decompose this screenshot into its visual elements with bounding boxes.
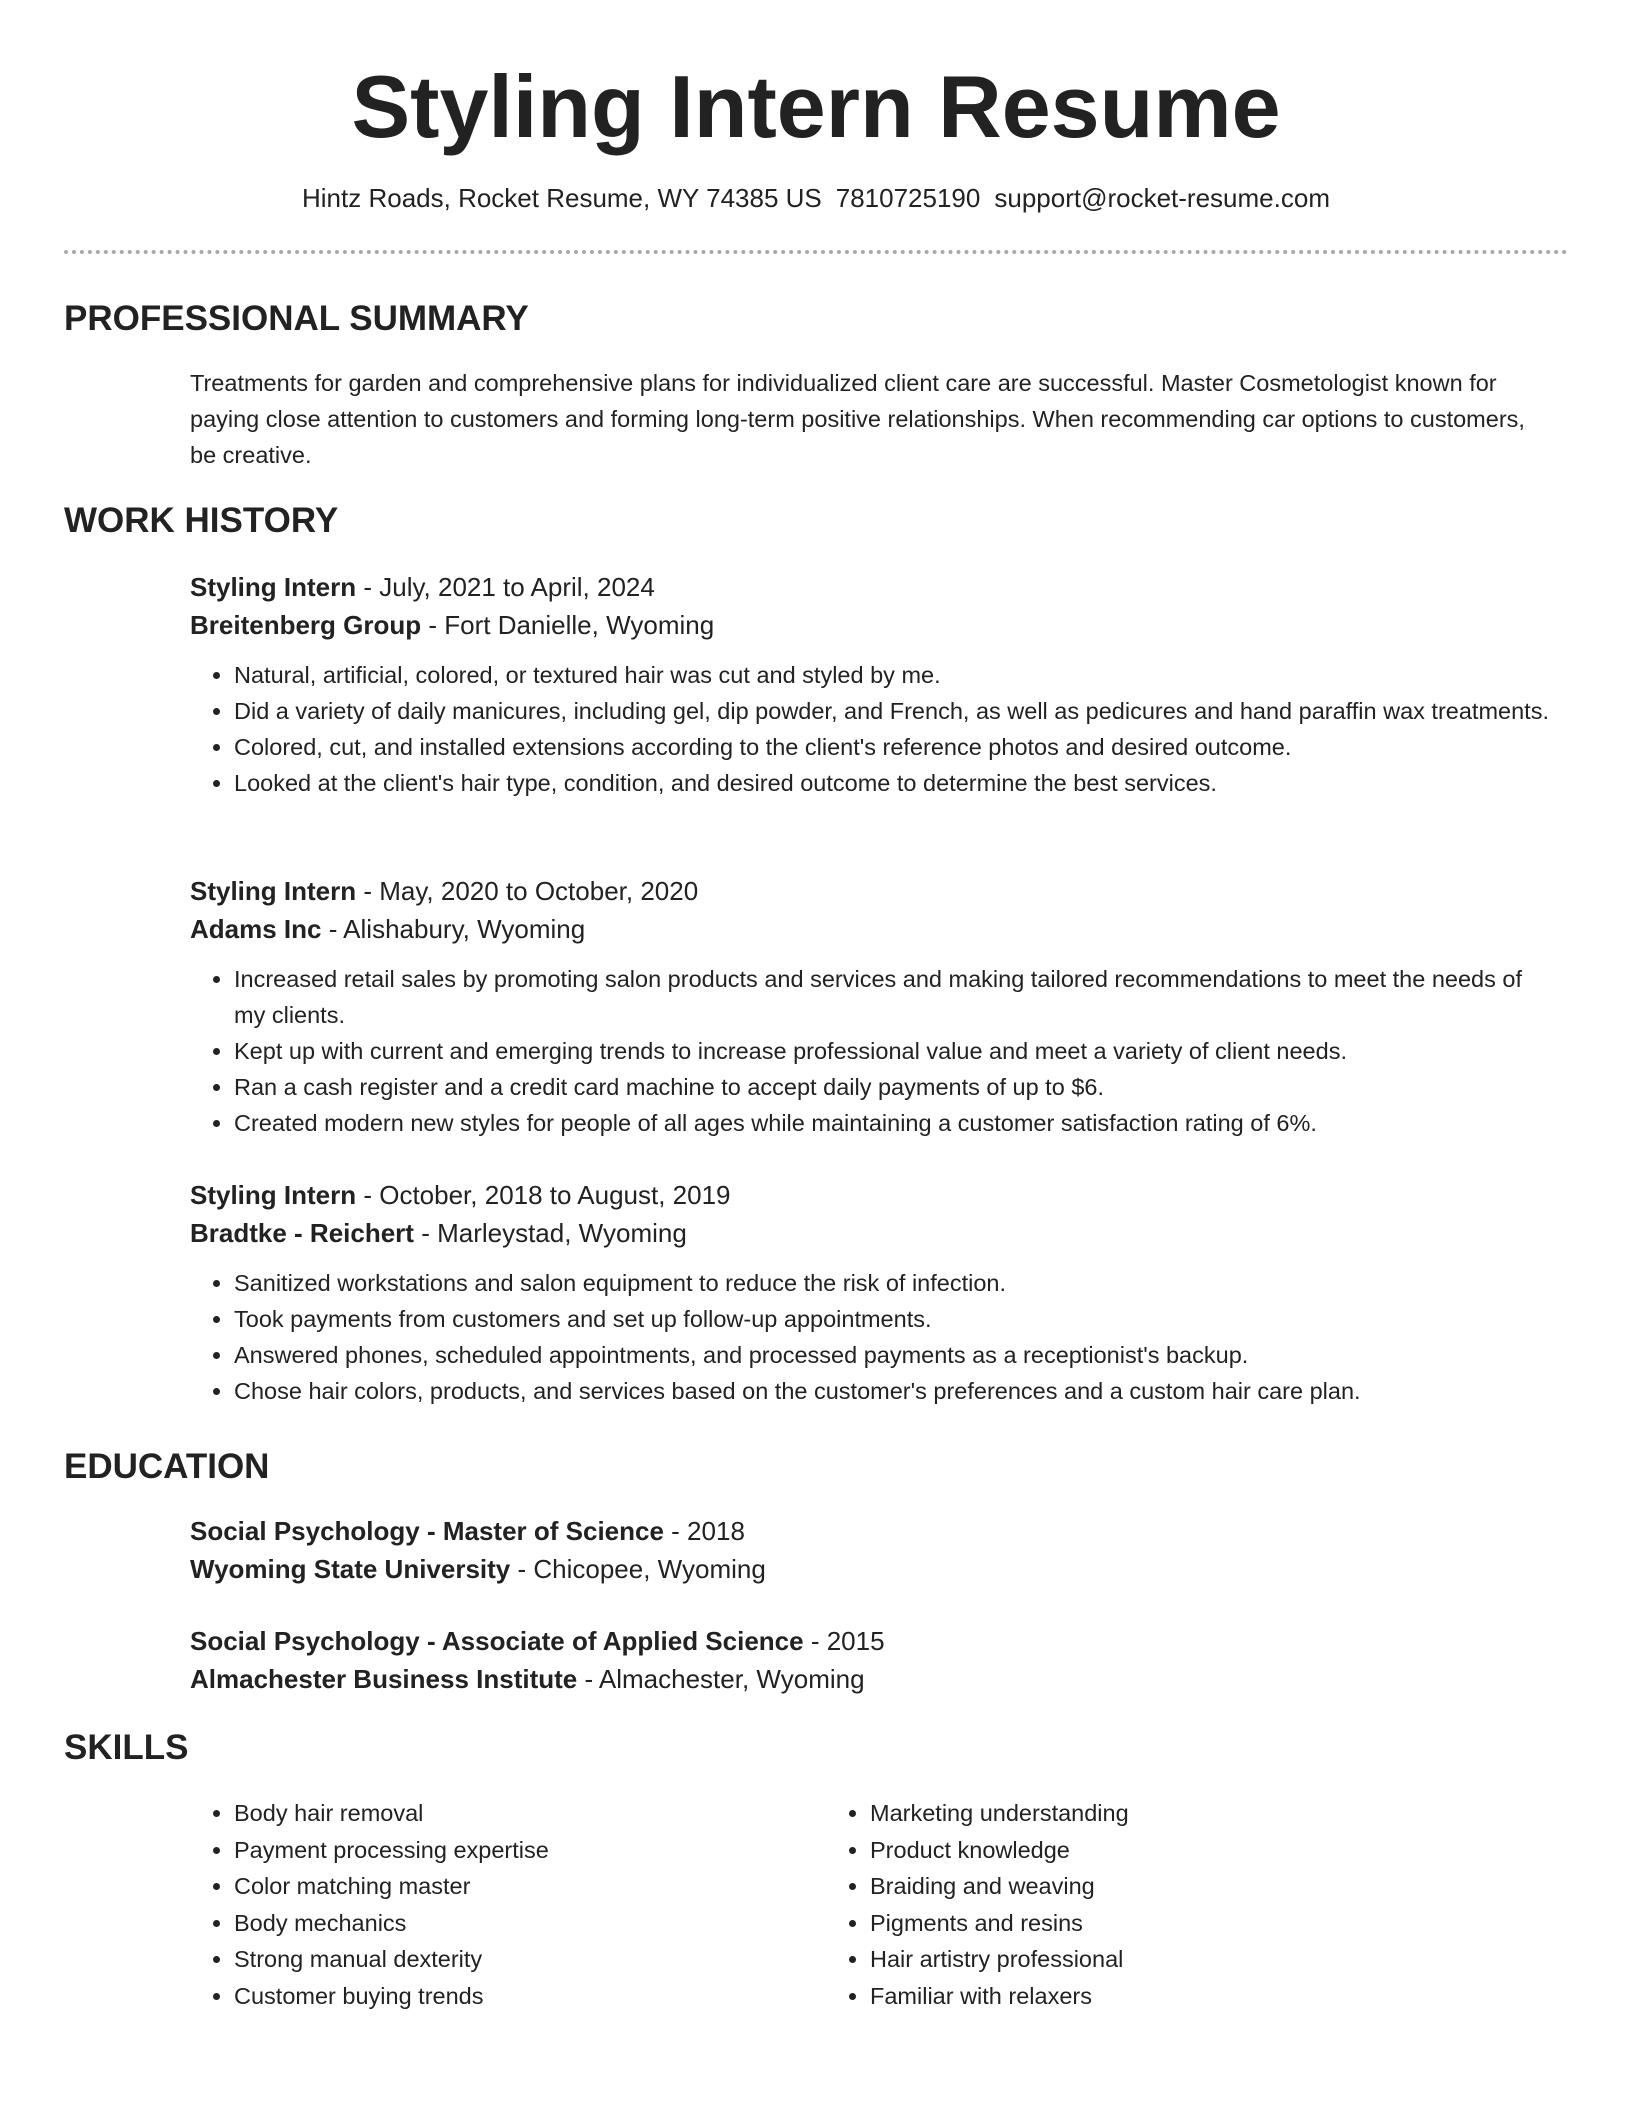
skills-list bbox=[190, 1795, 1550, 2014]
skill-item: • Payment processing expertise bbox=[234, 1832, 826, 1869]
job-title-line bbox=[190, 872, 1550, 910]
duty-item: • Took payments from customers and set up follow-up appointments. bbox=[234, 1301, 1550, 1337]
duty-item: • Increased retail sales by promoting salon products and services and making tailored recommendations to meet the needs of my clients. bbox=[234, 961, 1550, 1033]
work-history-heading: WORK HISTORY bbox=[64, 501, 339, 540]
job-title-line bbox=[190, 568, 1550, 606]
job-company-line bbox=[190, 910, 1550, 948]
job-title: Styling Intern bbox=[190, 876, 357, 906]
job-location: - Marleystad, Wyoming bbox=[413, 1218, 687, 1248]
degree-name: Social Psychology - Master of Science bbox=[190, 1516, 664, 1546]
job-location: - Alishabury, Wyoming bbox=[321, 914, 586, 944]
school-name: Wyoming State University bbox=[190, 1554, 511, 1584]
school-line bbox=[190, 1660, 1550, 1698]
duty-item: • Kept up with current and emerging trends to increase professional value and meet a variety of client needs. bbox=[234, 1033, 1550, 1069]
summary-section bbox=[190, 365, 1550, 473]
job-title: Styling Intern bbox=[190, 1180, 357, 1210]
job-dates: - May, 2020 to October, 2020 bbox=[356, 876, 699, 906]
duty-item: • Chose hair colors, products, and services based on the customer's preferences and a custom hair care plan. bbox=[234, 1373, 1550, 1409]
school-line bbox=[190, 1550, 1550, 1588]
job-dates: - October, 2018 to August, 2019 bbox=[356, 1180, 731, 1210]
job-company-line bbox=[190, 606, 1550, 644]
education-entry-1 bbox=[190, 1512, 1550, 1588]
contact-email: support@rocket-resume.com bbox=[994, 183, 1330, 213]
summary-text: Treatments for garden and comprehensive plans for individualized client care are successful. Master Cosmetologist known for paying close attention to customers and forming long-term positive relationships. When recommending car options to customers, be creative. bbox=[190, 370, 1525, 468]
skill-item: • Color matching master bbox=[234, 1868, 826, 1905]
skills-column-right bbox=[826, 1795, 1462, 2014]
job-entry-3 bbox=[190, 1176, 1550, 1409]
skill-item: • Body hair removal bbox=[234, 1795, 826, 1832]
header-divider bbox=[64, 250, 1568, 254]
skill-item: • Marketing understanding bbox=[870, 1795, 1462, 1832]
duty-item: • Ran a cash register and a credit card machine to accept daily payments of up to $6. bbox=[234, 1069, 1550, 1105]
contact-address: Hintz Roads, Rocket Resume, WY 74385 US bbox=[302, 183, 822, 213]
duty-item: • Created modern new styles for people of all ages while maintaining a customer satisfaction rating of 6%. bbox=[234, 1105, 1550, 1141]
summary-heading: PROFESSIONAL SUMMARY bbox=[64, 299, 529, 338]
job-company: Breitenberg Group bbox=[190, 610, 422, 640]
job-dates: - July, 2021 to April, 2024 bbox=[356, 572, 655, 602]
job-duties bbox=[190, 1265, 1550, 1409]
degree-year: - 2018 bbox=[663, 1516, 745, 1546]
duty-item: • Answered phones, scheduled appointments, and processed payments as a receptionist's backup. bbox=[234, 1337, 1550, 1373]
education-heading: EDUCATION bbox=[64, 1447, 270, 1486]
skill-item: • Body mechanics bbox=[234, 1905, 826, 1942]
school-location: - Chicopee, Wyoming bbox=[510, 1554, 766, 1584]
job-entry-1 bbox=[190, 568, 1550, 801]
resume-title: Styling Intern Resume bbox=[351, 57, 1281, 156]
skill-item: • Product knowledge bbox=[870, 1832, 1462, 1869]
duty-item: • Colored, cut, and installed extensions according to the client's reference photos and desired outcome. bbox=[234, 729, 1550, 765]
job-entry-2 bbox=[190, 872, 1550, 1141]
skills-column-left bbox=[190, 1795, 826, 2014]
duty-item: • Sanitized workstations and salon equipment to reduce the risk of infection. bbox=[234, 1265, 1550, 1301]
school-location: - Almachester, Wyoming bbox=[577, 1664, 865, 1694]
degree-name: Social Psychology - Associate of Applied Science bbox=[190, 1626, 804, 1656]
skill-item: • Strong manual dexterity bbox=[234, 1941, 826, 1978]
skill-item: • Customer buying trends bbox=[234, 1978, 826, 2015]
job-company: Adams Inc bbox=[190, 914, 322, 944]
job-duties bbox=[190, 657, 1550, 801]
contact-phone: 7810725190 bbox=[835, 183, 981, 213]
job-company: Bradtke - Reichert bbox=[190, 1218, 414, 1248]
skill-item: • Familiar with relaxers bbox=[870, 1978, 1462, 2015]
job-title: Styling Intern bbox=[190, 572, 357, 602]
skills-heading: SKILLS bbox=[64, 1728, 189, 1767]
skill-item: • Hair artistry professional bbox=[870, 1941, 1462, 1978]
job-company-line bbox=[190, 1214, 1550, 1252]
duty-item: • Natural, artificial, colored, or textured hair was cut and styled by me. bbox=[234, 657, 1550, 693]
education-entry-2 bbox=[190, 1622, 1550, 1698]
degree-line bbox=[190, 1622, 1550, 1660]
degree-year: - 2015 bbox=[803, 1626, 885, 1656]
skill-item: • Pigments and resins bbox=[870, 1905, 1462, 1942]
duty-item: • Did a variety of daily manicures, including gel, dip powder, and French, as well as pedicures and hand paraffin wax treatments. bbox=[234, 693, 1550, 729]
job-title-line bbox=[190, 1176, 1550, 1214]
degree-line bbox=[190, 1512, 1550, 1550]
school-name: Almachester Business Institute bbox=[190, 1664, 578, 1694]
duty-item: • Looked at the client's hair type, condition, and desired outcome to determine the best services. bbox=[234, 765, 1550, 801]
job-duties bbox=[190, 961, 1550, 1141]
skill-item: • Braiding and weaving bbox=[870, 1868, 1462, 1905]
contact-info bbox=[0, 180, 1632, 216]
job-location: - Fort Danielle, Wyoming bbox=[421, 610, 715, 640]
